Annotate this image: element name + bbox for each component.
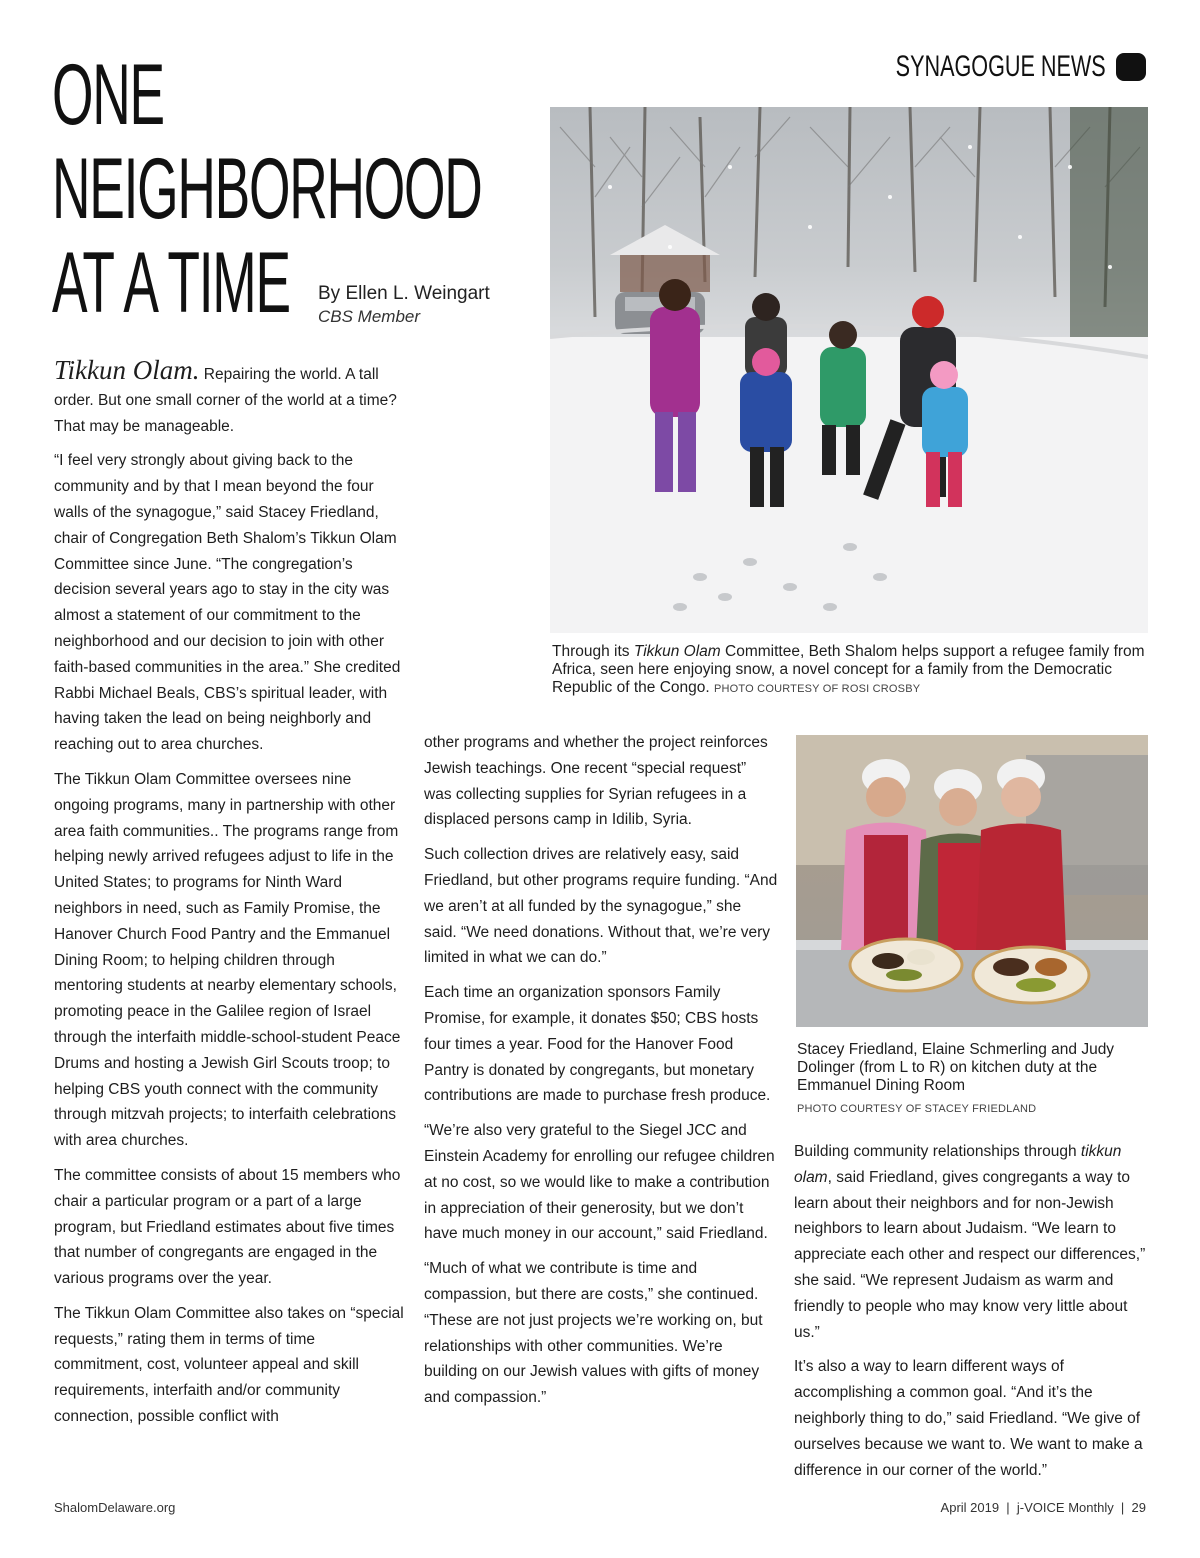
lead-in: Tikkun Olam. (54, 355, 200, 385)
paragraph-text-a: Building community relationships through (794, 1143, 1081, 1160)
paragraph: The Tikkun Olam Committee also takes on “special requests,” rating them in terms of time commitment, cost, volunteer appeal and skill requirements, interfaith and/or community connection, possible conflict with (54, 1304, 404, 1426)
snow-scene-illustration (550, 107, 1148, 633)
headline-line-2: NEIGHBORHOOD (52, 141, 482, 237)
paragraph: other programs and whether the project reinforces Jewish teachings. One recent “special request” was collecting supplies for Syrian refugees in a displaced persons camp in Idilib, Syria. (424, 734, 768, 829)
caption1-text-b: Committee, Beth Shalom helps support a refugee family from Africa, seen here enjoying snow, a novel concept for a family from the Democratic Republic of the Congo. (552, 643, 1145, 696)
paragraph (794, 1139, 1148, 1345)
footer-issue-page: April 2019 | j-VOICE Monthly | 29 (940, 1500, 1146, 1515)
headline-line-1: ONE (52, 47, 164, 143)
paragraph: “I feel very strongly about giving back to the community and by that I mean beyond the four walls of the synagogue,” said Stacey Friedland, chair of Congregation Beth Shalom’s Tikkun Olam Committee since June. “The congregation’s decision several years ago to stay in the city was almost a statement of our commitment to the neighborhood and our decision to join with other faith-based communities in the area.” She credited Rabbi Michael Beals, CBS’s spiritual leader, with having taken the lead on being neighborly and reaching out to area churches. (54, 452, 401, 754)
byline (318, 282, 490, 328)
photo-kitchen-duty (796, 735, 1148, 1027)
paragraph: “Much of what we contribute is time and compassion, but there are costs,” she continued. “These are not just projects we’re working on, but relationships with other communities. We’re building on our Jewish values with gifts of money and compassion.” (424, 1260, 763, 1407)
paragraph: The Tikkun Olam Committee oversees nine ongoing programs, many in partnership with other area faith communities.. The programs range from helping newly arrived refugees adjust to life in the United States; to programs for Ninth Ward neighbors in need, such as Family Promise, the Hanover Church Food Pantry and the Emmanuel Dining Room; to helping children through mentoring students at nearby elementary schools, promoting peace in the Galilee region of Israel through the interfaith middle-school-student Peace Drums and hosting a Jewish Girl Scouts troop; to helping CBS youth connect with the community through mitzvah projects; to interfaith celebrations with area churches. (54, 770, 401, 1150)
article-column-2 (424, 730, 778, 1420)
caption1-credit: PHOTO COURTESY OF ROSI CROSBY (714, 683, 921, 695)
kitchen-scene-illustration (796, 735, 1148, 1027)
caption2-text: Stacey Friedland, Elaine Schmerling and Judy Dolinger (from L to R) on kitchen duty at the Emmanuel Dining Room (797, 1041, 1115, 1094)
paragraph: The committee consists of about 15 members who chair a particular program or a part of a large program, but Friedland estimates about five times that number of congregants are engaged in the various programs over the year. (54, 1166, 401, 1288)
author-name: By Ellen L. Weingart (318, 283, 490, 304)
photo-caption-refugee-family (552, 643, 1148, 698)
author-role: CBS Member (318, 307, 421, 326)
section-tag (814, 50, 1146, 84)
paragraph: It’s also a way to learn different ways of accomplishing a common goal. “And it’s the neighborly thing to do,” said Friedland. “We give of ourselves because we want to. We want to make a difference in our corner of the world.” (794, 1358, 1143, 1479)
caption1-emphasis: Tikkun Olam (633, 643, 721, 660)
lead-paragraph-text: Repairing the world. A tall order. But one small corner of the world at a time? That may be manageable. (54, 366, 397, 435)
caption1-text-a: Through its (552, 643, 634, 660)
photo-refugee-family-snow (550, 107, 1148, 633)
paragraph: Each time an organization sponsors Family Promise, for example, it donates $50; CBS hosts four times a year. Food for the Hanover Food Pantry is donated by congregants, but monetary contributions are made to purchase fresh produce. (424, 984, 771, 1105)
article-column-1 (54, 355, 406, 1439)
paragraph-text-b: , said Friedland, gives congregants a way to learn about their neighbors and for non-Jewish neighbors to learn about Judaism. “We learn to appreciate each other and respect our differences,” she said. “We represent Judaism as warm and friendly to people who may know very little about us.” (794, 1168, 1146, 1341)
photo-caption-kitchen (797, 1041, 1149, 1118)
article-column-3 (794, 1139, 1148, 1492)
caption2-credit: PHOTO COURTESY OF STACEY FRIEDLAND (797, 1103, 1037, 1115)
section-marker-icon (1116, 53, 1146, 81)
footer-website: ShalomDelaware.org (54, 1500, 176, 1515)
section-label: SYNAGOGUE NEWS (895, 50, 1106, 83)
headline-line-3: AT A TIME (52, 235, 290, 331)
paragraph-emphasis: tikkun olam (794, 1143, 1122, 1186)
paragraph: Such collection drives are relatively easy, said Friedland, but other programs require funding. “And we aren’t at all funded by the synagogue,” she said. “We need donations. Without that, we’re very limited in what we can do.” (424, 846, 778, 967)
paragraph (54, 355, 406, 439)
paragraph: “We’re also very grateful to the Siegel JCC and Einstein Academy for enrolling our refugee children at no cost, so we would like to make a contribution in appreciation of their generosity, but we don’t have much money in our account,” said Friedland. (424, 1122, 775, 1243)
